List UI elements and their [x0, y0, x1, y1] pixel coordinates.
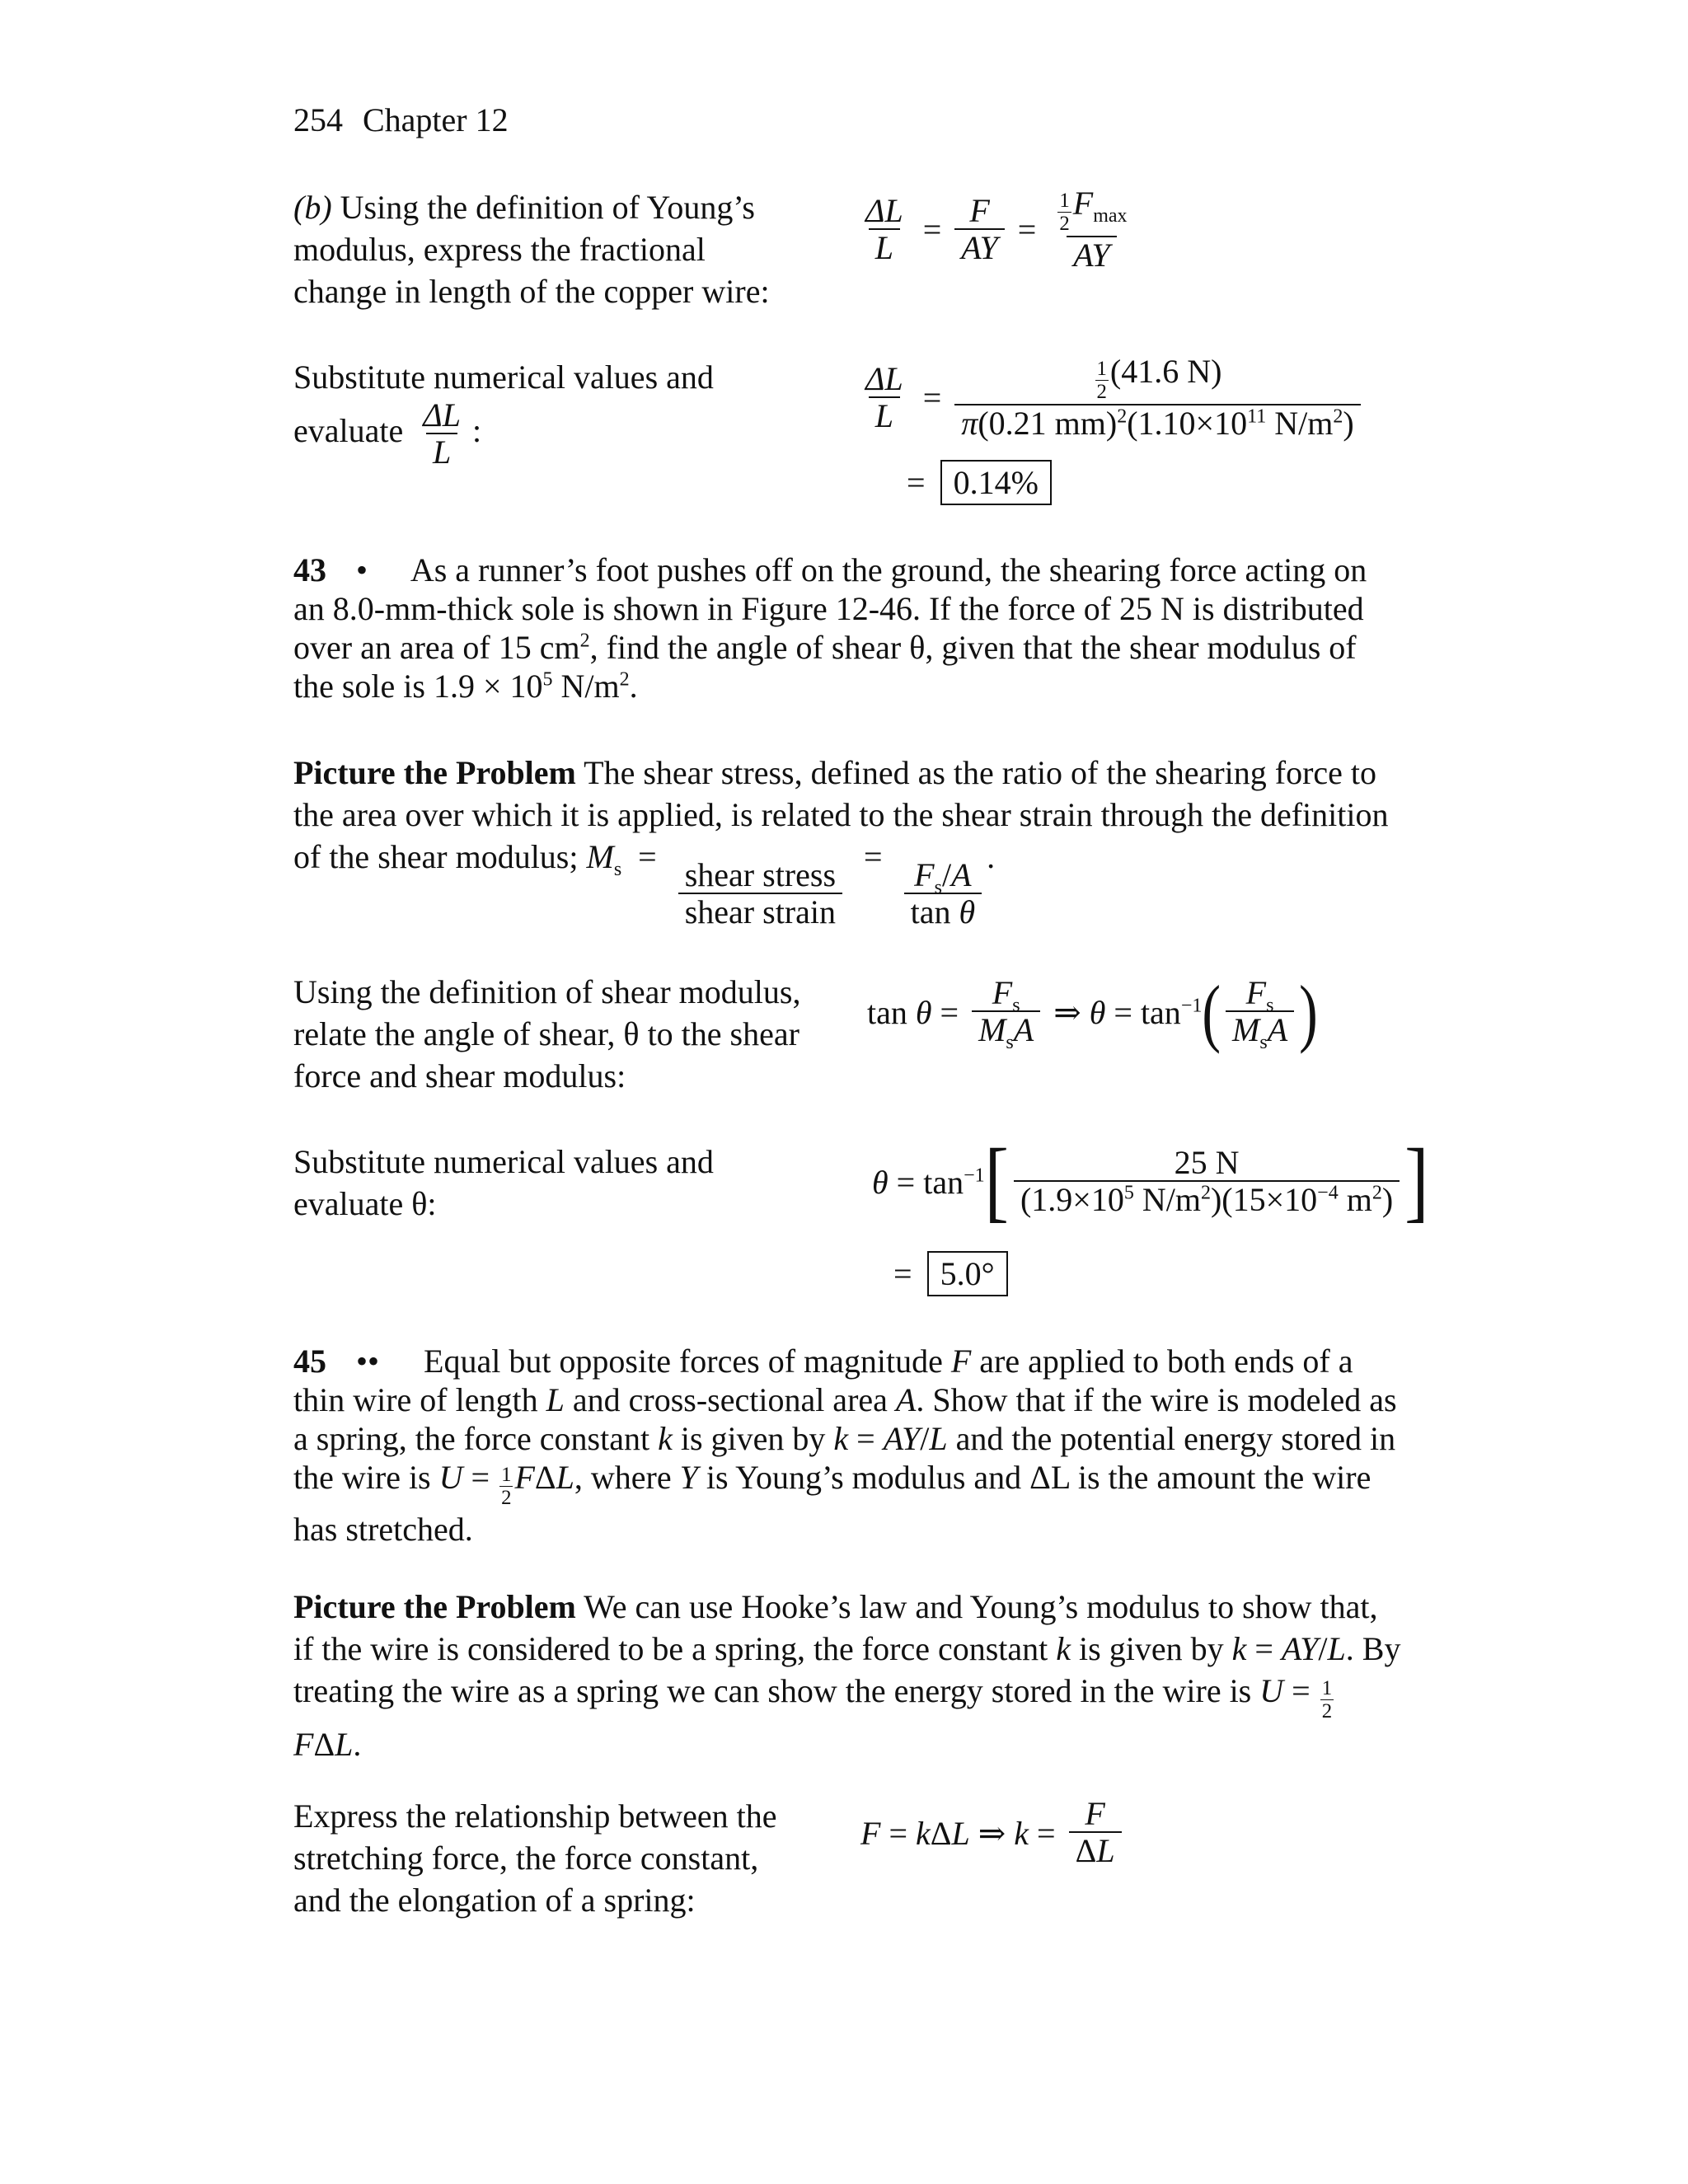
picture-label-45: Picture the Problem [293, 1588, 576, 1625]
equation-substitute-43: θ = $\tan^{-1}$ [ $\frac{25 N}{(1.9\times 10^5 N/m^2)(15\times 10^{-4} m^2)}$ ] [872, 1131, 1429, 1231]
p45-text-e: is given by [680, 1420, 826, 1457]
p45-picture-c: . By treating the wire as a spring we can show the energy stored in the wire is [293, 1630, 1401, 1709]
substitute-text: Substitute numerical values and evaluate [293, 359, 714, 450]
equation-fractional-change: $\frac{\Delta L}{L}$ = $\frac{F}{AY}$ = $\frac{1}{2}$ $F_{max}$ AY [865, 185, 1128, 274]
problem-43-picture: Picture the Problem The shear stress, defined as the ratio of the shearing force to the area over which it is applied, is related to the shear strain through the definition of the shear modulus; $M_s$ = $\frac{\text{shear stress}}{\text{shear strain}}$ = $\frac{F_s/A}{\text{tan θ}}$ . [293, 754, 1389, 930]
page-number: 254 [293, 101, 343, 138]
equation-substitute-b: $\frac{\Delta L}{L}$ = $\frac{1}{2}$ (41.6 N) π(0.21 $mm)^2(1.10\times 10^{11}$ $N/m^2$) [854, 354, 1366, 442]
p45-picture-b: is given by [1079, 1630, 1224, 1667]
problem-43-text-a: As a runner’s foot pushes off on the ground, the shearing force acting on an 8.0-mm-thick sole is shown in Figure 12-46. If the force of 25 N is distributed over an area of 15 cm [293, 551, 1367, 666]
step1-text: Using the definition of shear modulus, relate the angle of shear, θ to the shear force and shear modulus: [293, 973, 801, 1094]
problem-43-text-b: , find the angle of shear θ, given that the shear modulus of the sole is 1.9 × 10 [293, 629, 1357, 705]
picture-label-43: Picture the Problem [293, 754, 576, 791]
p45-picture-a: We can use Hooke’s law and Young’s modulus to show that, if the wire is considered to be a spring, the force constant [293, 1588, 1378, 1667]
result-43-row: = 5.0° [885, 1251, 1008, 1296]
picture-text-43: The shear stress, defined as the ratio of the shearing force to the area over which it is applied, is related to the shear strain through the definition of the shear modulus; [293, 754, 1389, 875]
p45-text-a: Equal but opposite forces of magnitude [424, 1343, 943, 1380]
p45-text-d: . Show that if the wire is modeled as a spring, the force constant [293, 1381, 1397, 1457]
problem-43-text-d: . [629, 668, 638, 705]
p45-text-c: and cross-sectional area [572, 1381, 888, 1418]
p45-text-b: are applied to both ends of a thin wire of length [293, 1343, 1353, 1418]
problem-43-step1 [293, 971, 821, 1097]
part-b-text: Using the definition of Young’s modulus, express the fractional change in length of the copper wire: [293, 189, 770, 310]
equation-hookes-law: F = kΔL ⇒ k = $\frac{F}{\Delta L}$ [860, 1797, 1127, 1869]
problem-43-step2 [293, 1141, 788, 1225]
page-header [293, 101, 509, 139]
p45-step1-text: Express the relationship between the stretching force, the force constant, and the elongation of a spring: [293, 1797, 777, 1919]
result-b-row: = 0.14% [898, 460, 1052, 505]
p45-text-g: , where [574, 1459, 672, 1496]
problem-45-picture: Picture the Problem We can use Hooke’s law and Young’s modulus to show that, if the wire is considered to be a spring, the force constant k is given by k = AY/L. By treating the wire as a spring we can show the energy stored in the wire is U = $\frac{1}{2}$ FΔL. [293, 1588, 1401, 1763]
problem-45-number: 45 [293, 1343, 326, 1380]
problem-45-difficulty: •• [356, 1343, 380, 1380]
problem-45-step1 [293, 1795, 804, 1921]
problem-43-difficulty: • [356, 551, 368, 588]
part-b-label: (b) [293, 189, 332, 226]
result-43: 5.0° [927, 1251, 1008, 1296]
problem-43-number: 43 [293, 551, 326, 588]
problem-43-text-c: N/m [552, 668, 620, 705]
chapter-title: Chapter 12 [363, 101, 509, 138]
problem-45-statement: 45 •• Equal but opposite forces of magnitude F are applied to both ends of a thin wire of length L and cross-sectional area A. Show that if the wire is modeled as a spring, the force constant k is given by k = AY/L and the potential energy stored in the wire is U = $\frac{1}{2}$ FΔL, where Y is Young’s modulus and ΔL is the amount the wire has stretched. [293, 1343, 1397, 1548]
p45-text-f: and the potential energy stored in the wire is [293, 1420, 1396, 1496]
substitute-instruction: Substitute numerical values and evaluate $\frac{\Delta L}{L}$ : [293, 359, 714, 471]
p45-text-h: is Young’s modulus and ΔL is the amount the wire has stretched. [293, 1459, 1372, 1548]
problem-43-statement: 43 • As a runner’s foot pushes off on the ground, the shearing force acting on an 8.0-mm-thick sole is shown in Figure 12-46. If the force of 25 N is distributed over an area of 15 $cm^2$, find the angle of shear θ, given that the shear modulus of the sole is $1.9 \times 10^5$ $N/m^2$. [293, 551, 1367, 705]
step2-text: Substitute numerical values and evaluate θ: [293, 1143, 714, 1222]
result-b: 0.14% [940, 460, 1052, 505]
part-b-instruction [293, 186, 788, 312]
equation-shear-angle: tan θ = $\frac{F_s}{M_sA}$ ⇒ θ = $\tan^{-1}$ ( $\frac{F_s}{M_sA}$ ) [867, 969, 1318, 1055]
